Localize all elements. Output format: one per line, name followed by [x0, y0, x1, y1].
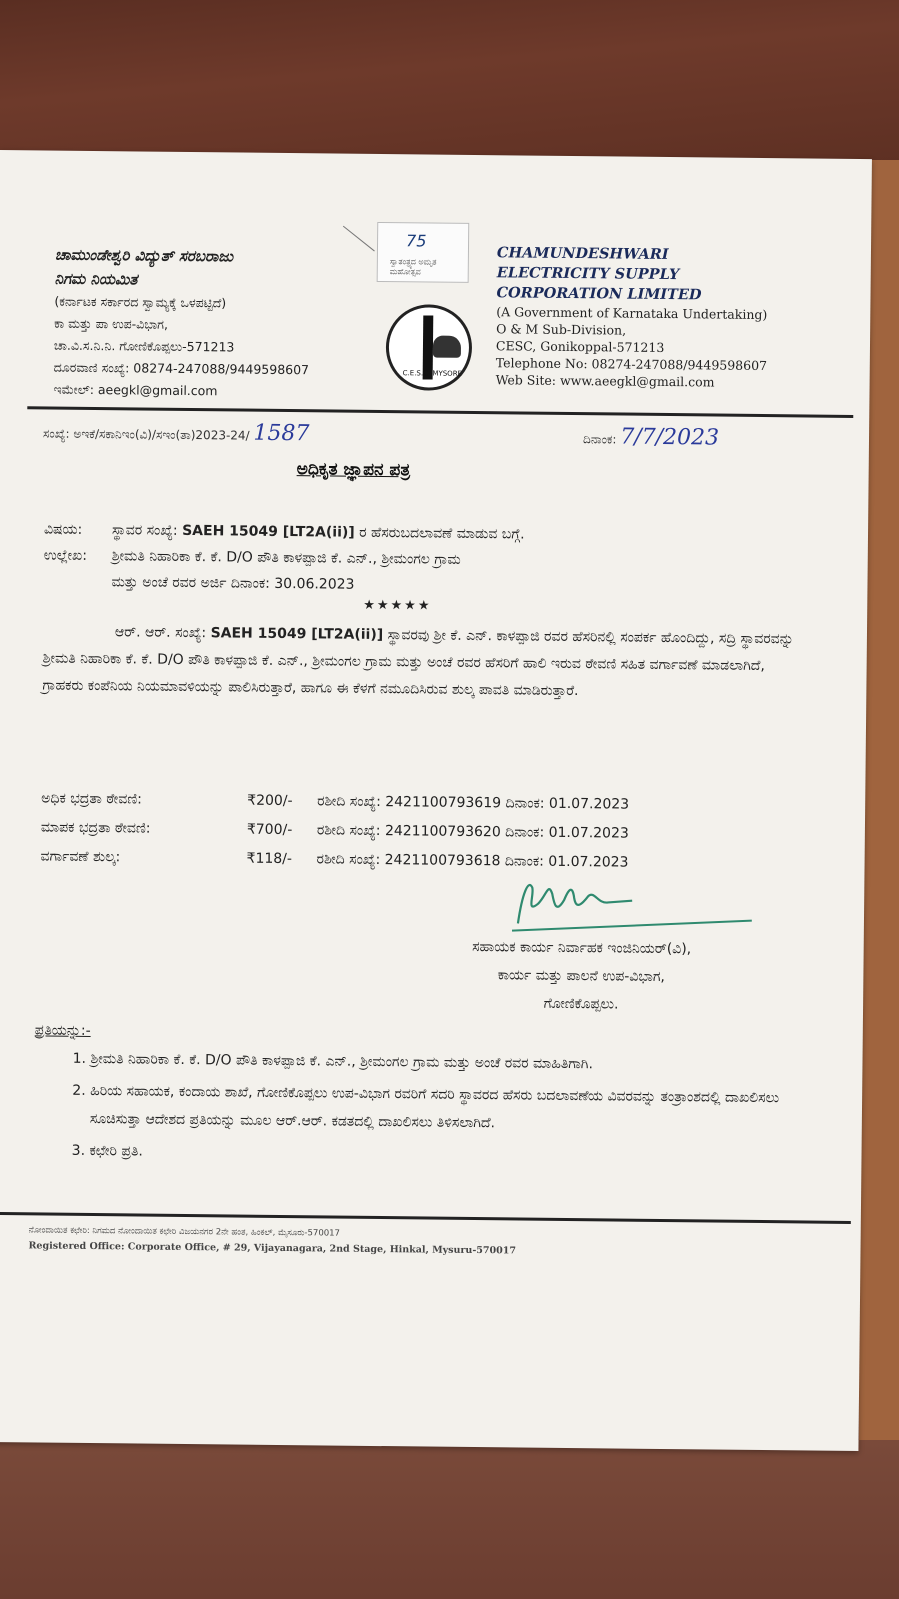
body-bold: SAEH 15049 [LT2A(ii)]	[210, 625, 384, 644]
fee-amount: ₹200/-	[247, 792, 293, 810]
copies-block	[33, 1022, 794, 1176]
footer	[28, 1222, 788, 1262]
subject-pre: ಸ್ಥಾವರ ಸಂಖ್ಯೆ:	[111, 522, 183, 539]
desk-background-bottom	[0, 1440, 899, 1599]
fee-amount: ₹118/-	[246, 850, 293, 868]
document-page	[0, 150, 872, 1451]
signature-scribble	[508, 873, 639, 930]
footer-en-label: Registered Office:	[28, 1240, 125, 1253]
kn-division: ಕಾ ಮತ್ತು ಪಾ ಉಪ-ವಿಭಾಗ,	[54, 315, 169, 332]
fee-receipt: ರಶೀದಿ ಸಂಖ್ಯೆ: 2421100793618 ದಿನಾಂಕ: 01.07.2023	[316, 851, 629, 871]
seal-text: C.E.S.C. MYSORE	[402, 369, 463, 378]
header-english	[496, 243, 778, 391]
subject-post: ರ ಹೆಸರುಬದಲಾವಣೆ ಮಾಡುವ ಬಗ್ಗೆ.	[354, 524, 525, 543]
subject-label: ವಿಷಯ:	[43, 521, 83, 538]
en-address: CESC, Gonikoppal-571213	[495, 338, 665, 355]
logo-number: 75	[405, 231, 427, 251]
fee-label: ವರ್ಗಾವಣೆ ಶುಲ್ಕ:	[40, 848, 121, 866]
copies-heading: ಪ್ರತಿಯನ್ನು:-	[34, 1022, 91, 1039]
page-title: ಅಧಿಕೃತ ಜ್ಞಾಪನ ಪತ್ರ	[296, 459, 411, 481]
ref-number: 1587	[253, 420, 310, 447]
reference-row	[43, 418, 843, 451]
en-phone: Telephone No: 08274-247088/9449598607	[495, 355, 768, 374]
signatory-line3: ಗೋಣಿಕೊಪ್ಪಲು.	[543, 995, 619, 1013]
fee-receipt: ರಶೀದಿ ಸಂಖ್ಯೆ: 2421100793620 ದಿನಾಂಕ: 01.07.2023	[316, 822, 629, 842]
en-web: Web Site: www.aeegkl@gmail.com	[495, 372, 715, 390]
elephant-icon	[433, 336, 461, 358]
en-govt: (A Government of Karnataka Undertaking)	[496, 304, 768, 323]
fees-table	[40, 790, 821, 885]
stars-divider: ★★★★★	[363, 597, 432, 614]
kn-org-line2: ನಿಗಮ ನಿಯಮಿತ	[54, 269, 138, 289]
subject-bold: SAEH 15049 [LT2A(ii)]	[182, 522, 355, 541]
kn-phone: ದೂರವಾಣಿ ಸಂಖ್ಯೆ: 08274-247088/9449598607	[53, 359, 310, 378]
date-value: 7/7/2023	[620, 424, 720, 451]
footer-divider	[0, 1212, 851, 1224]
ref-label: ಸಂಖ್ಯೆ: ಅಇಕೆ/ಸಕಾನಿಇಂ(ವಿ)/ಸಇಂ(ತಾ)2023-24/	[42, 426, 250, 443]
fee-label: ಮಾಪಕ ಭದ್ರತಾ ಠೇವಣಿ:	[40, 819, 151, 837]
fee-label: ಅಧಿಕ ಭದ್ರತಾ ಠೇವಣಿ:	[41, 790, 142, 808]
fee-receipt: ರಶೀದಿ ಸಂಖ್ಯೆ: 242110079361​9 ದಿನಾಂಕ: 01.07.2023	[317, 793, 630, 813]
kn-email: ಇಮೇಲ್: aeegkl@gmail.com	[53, 381, 218, 399]
list-item: 1. ಶ್ರೀಮತಿ ನಿಹಾರಿಕಾ ಕೆ. ಕೆ. D/O ಪೌತಿ ಕಾಳಪ್ಪಾಜಿ ಕೆ. ಎನ್., ಶ್ರೀಮಂಗಲ ಗ್ರಾಮ ಮತ್ತು ಅಂಚೆ ರವರ ಮಾಹಿತಿಗಾಗಿ.	[90, 1045, 794, 1080]
list-item: 2. ಹಿರಿಯ ಸಹಾಯಕ, ಕಂದಾಯ ಶಾಖೆ, ಗೋಣಿಕೊಪ್ಪಲು ಉಪ-ವಿಭಾಗ ರವರಿಗೆ ಸದರಿ ಸ್ಥಾವರದ ಹೆಸರು ಬದಲಾವಣೆಯ ವಿವರವನ್ನು ತಂತ್ರಾಂಶದಲ್ಲಿ ದಾಖಲಿಸಲು ಸೂಚಿಸುತ್ತಾ ಆದೇಶದ ಪ್ರತಿಯನ್ನು ಮೂಲ ಆರ್.ಆರ್. ಕಡತದಲ್ಲಿ ದಾಖಲಿಸಲು ತಿಳಿಸಲಾಗಿದೆ.	[90, 1077, 795, 1140]
en-org-line1: CHAMUNDESHWARI	[496, 244, 669, 264]
kn-org-line1: ಚಾಮುಂಡೇಶ್ವರಿ ವಿದ್ಯುತ್ ಸರಬರಾಜು	[54, 245, 234, 266]
signatory-line1: ಸಹಾಯಕ ಕಾರ್ಯ ನಿರ್ವಾಹಕ ಇಂಜಿನಿಯರ್(ವಿ),	[472, 938, 692, 958]
signatory-block	[371, 932, 792, 1020]
header-divider	[27, 406, 853, 418]
kn-address: ಚಾ.ವಿ.ಸ.ನಿ.ನಿ. ಗೋಣಿಕೊಪ್ಪಲು-571213	[53, 337, 235, 355]
body-pre: ಆರ್. ಆರ್. ಸಂಖ್ಯೆ:	[114, 624, 211, 642]
cesc-seal-icon	[386, 304, 473, 391]
reference-line2: ಮತ್ತು ಅಂಚೆ ರವರ ಅರ್ಜಿ ದಿನಾಂಕ: 30.06.2023	[111, 574, 355, 593]
en-org-line2: ELECTRICITY SUPPLY	[496, 264, 680, 284]
kn-govt: (ಕರ್ನಾಟಕ ಸರ್ಕಾರದ ಸ್ವಾಮ್ಯಕ್ಕೆ ಒಳಪಟ್ಟಿದೆ)	[54, 293, 227, 311]
date-label: ದಿನಾಂಕ:	[582, 432, 617, 447]
reference-label: ಉಲ್ಲೇಖ:	[43, 547, 88, 564]
body-post: ಸ್ಥಾವರವು ಶ್ರೀ ಕೆ. ಎನ್. ಕಾಳಪ್ಪಾಜಿ ರವರ ಹೆಸರಿನಲ್ಲಿ ಸಂಪರ್ಕ ಹೊಂದಿದ್ದು, ಸದ್ರಿ ಸ್ಥಾವರವನ್ನು ಶ್ರೀಮತಿ ನಿಹಾರಿಕಾ ಕೆ. ಕೆ. D/O ಪೌತಿ ಕಾಳಪ್ಪಾಜಿ ಕೆ. ಎನ್., ಶ್ರೀಮಂಗಲ ಗ್ರಾಮ ಮತ್ತು ಅಂಚೆ ರವರ ಹೆಸರಿಗೆ ಹಾಲಿ ಇರುವ ಠೇವಣಿ ಸಹಿತ ವರ್ಗಾವಣೆ ಮಾಡಲಾಗಿದೆ, ಗ್ರಾಹಕರು ಕಂಪೆನಿಯ ನಿಯಮಾವಳಿಯನ್ನು ಪಾಲಿಸಿರುತ್ತಾರೆ, ಹಾಗೂ ಈ ಕೆಳಗೆ ನಮೂದಿಸಿರುವ ಶುಲ್ಕ ಪಾವತಿ ಮಾಡಿರುತ್ತಾರೆ.	[42, 627, 794, 700]
azadi-logo	[377, 222, 470, 283]
list-item: 3. ಕಛೇರಿ ಪ್ರತಿ.	[89, 1137, 793, 1172]
signatory-line2: ಕಾರ್ಯ ಮತ್ತು ಪಾಲನೆ ಉಪ-ವಿಭಾಗ,	[497, 967, 666, 986]
en-org-line3: CORPORATION LIMITED	[496, 284, 702, 304]
copies-list	[33, 1044, 794, 1172]
reference-line1: ಶ್ರೀಮತಿ ನಿಹಾರಿಕಾ ಕೆ. ಕೆ. D/O ಪೌತಿ ಕಾಳಪ್ಪಾಜಿ ಕೆ. ಎನ್., ಶ್ರೀಮಂಗಲ ಗ್ರಾಮ	[111, 548, 461, 568]
subject-block	[43, 516, 824, 602]
footer-kannada: ನೋಂದಾಯಿತ ಕಛೇರಿ: ನಿಗಮದ ನೋಂದಾಯಿತ ಕಛೇರಿ ವಿಜಯನಗರ 2ನೇ ಹಂತ, ಹಿಂಕಲ್, ಮೈಸೂರು-570017	[28, 1225, 341, 1239]
en-division: O & M Sub-Division,	[496, 321, 627, 338]
fee-amount: ₹700/-	[246, 821, 293, 839]
header-kannada	[53, 243, 385, 404]
body-paragraph	[42, 618, 803, 707]
logo-caption: ಸ್ವಾತಂತ್ರ್ಯದ ಅಮೃತ ಮಹೋತ್ಸವ	[389, 257, 437, 277]
footer-en-text: Corporate Office, # 29, Vijayanagara, 2nd Stage, Hinkal, Mysuru-570017	[127, 1241, 517, 1257]
